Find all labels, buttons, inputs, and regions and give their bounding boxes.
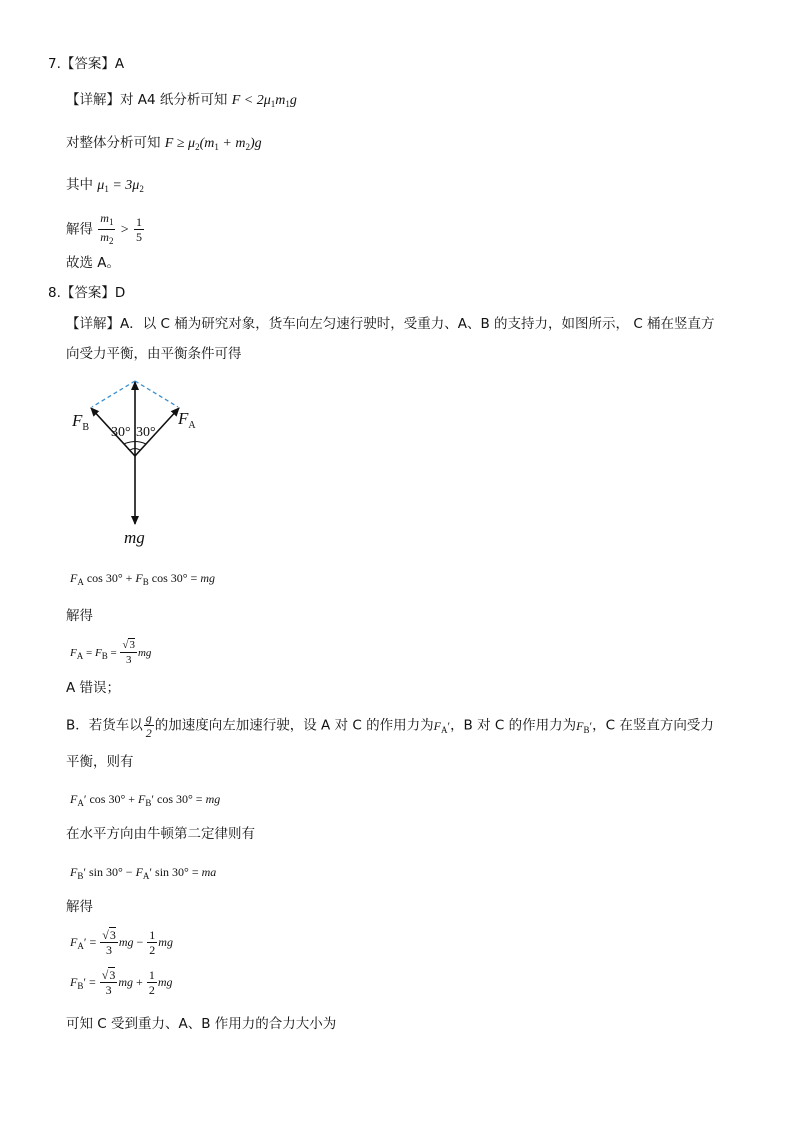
q8-b-line1: B．若货车以 $\frac{g}{2}$ 的加速度向左加速行驶，设 A 对 C 的作用力为$F_A'$，B 对 C 的作用力为$F_B'$，C 在竖直方向受力 bbox=[66, 711, 714, 740]
q8-detail-label: 【详解】 bbox=[66, 316, 120, 332]
q8-solve1: 解得 bbox=[66, 608, 93, 624]
q7-conclusion: 故选 A。 bbox=[66, 255, 121, 271]
q7-line2-text: 对整体分析可知 bbox=[66, 135, 161, 151]
q7-line3-formula: $\mu_1 = 3\mu_2$ bbox=[97, 178, 144, 194]
q8-eq6: $F_B'$ = $\frac{√3}{3}$ mg + $\frac{1}{2}$ mg bbox=[70, 967, 173, 997]
q8-horizontal: 在水平方向由牛顿第二定律则有 bbox=[66, 826, 255, 842]
q8-eq4: $F_B'$ $\sin 30^\circ - F_A'$ sin 30° = ma bbox=[70, 865, 217, 881]
q7-mass-ratio-fraction: $\frac{m_1}{m_2}$ bbox=[100, 211, 114, 246]
force-diagram bbox=[66, 376, 236, 551]
q7-line4-text: 解得 bbox=[66, 221, 93, 238]
q7-line4 bbox=[66, 212, 145, 247]
q7-detail-label: 【详解】 bbox=[66, 92, 120, 108]
q8-eq1: $F_A$ $\cos 30^\circ + F_B$ cos 30° = mg bbox=[70, 571, 215, 587]
dashed-line-right bbox=[135, 381, 178, 407]
q7-answer-heading: 7.【答案】A bbox=[48, 56, 125, 72]
q7-detail-line bbox=[66, 90, 297, 114]
q8-eq3: $F_A'$ $\cos 30^\circ + F_B'$ cos 30° = mg bbox=[70, 792, 221, 808]
q8-last-line: 可知 C 受到重力、A、B 作用力的合力大小为 bbox=[66, 1016, 337, 1032]
fb-label: $F_B$ bbox=[72, 411, 90, 433]
angle-left-label: 30° bbox=[111, 425, 131, 440]
q8-solve2: 解得 bbox=[66, 899, 93, 915]
q8-b-line2: 平衡，则有 bbox=[66, 754, 134, 770]
q8-intro-line1 bbox=[66, 314, 715, 334]
q7-line3 bbox=[66, 175, 144, 199]
q7-line3-text: 其中 bbox=[66, 177, 93, 193]
mg-label: mg bbox=[124, 528, 145, 547]
q7-line2 bbox=[66, 133, 262, 157]
q7-line1-formula: $F < 2\mu_1m_1g$ bbox=[231, 93, 297, 109]
dashed-line-left bbox=[92, 381, 135, 407]
q8-answer-heading: 8.【答案】D bbox=[48, 285, 126, 301]
q7-one-fifth-fraction: $\frac{1}{5}$ bbox=[135, 215, 142, 244]
q8-eq2: $F_A = F_B$ = $\frac{√3}{3}$ mg bbox=[70, 638, 152, 666]
q8-a-wrong: A 错误； bbox=[66, 680, 121, 696]
q8-intro-text1: A．以 C 桶为研究对象，货车向左匀速行驶时，受重力、A、B 的支持力，如图所示， C 桶在竖直方 bbox=[120, 316, 715, 332]
q7-line2-formula: $F \ge \mu_2(m_1 + m_2)g$ bbox=[164, 136, 262, 152]
q8-intro-line2: 向受力平衡，由平衡条件可得 bbox=[66, 346, 242, 362]
q8-eq5: $F_A'$ = $\frac{√3}{3}$ mg − $\frac{1}{2}$ mg bbox=[70, 927, 173, 957]
q7-line1-text: 对 A4 纸分析可知 bbox=[120, 92, 228, 108]
fa-label: $F_A$ bbox=[178, 409, 196, 431]
q7-greater-sign: > bbox=[120, 222, 129, 238]
angle-right-label: 30° bbox=[136, 425, 156, 440]
